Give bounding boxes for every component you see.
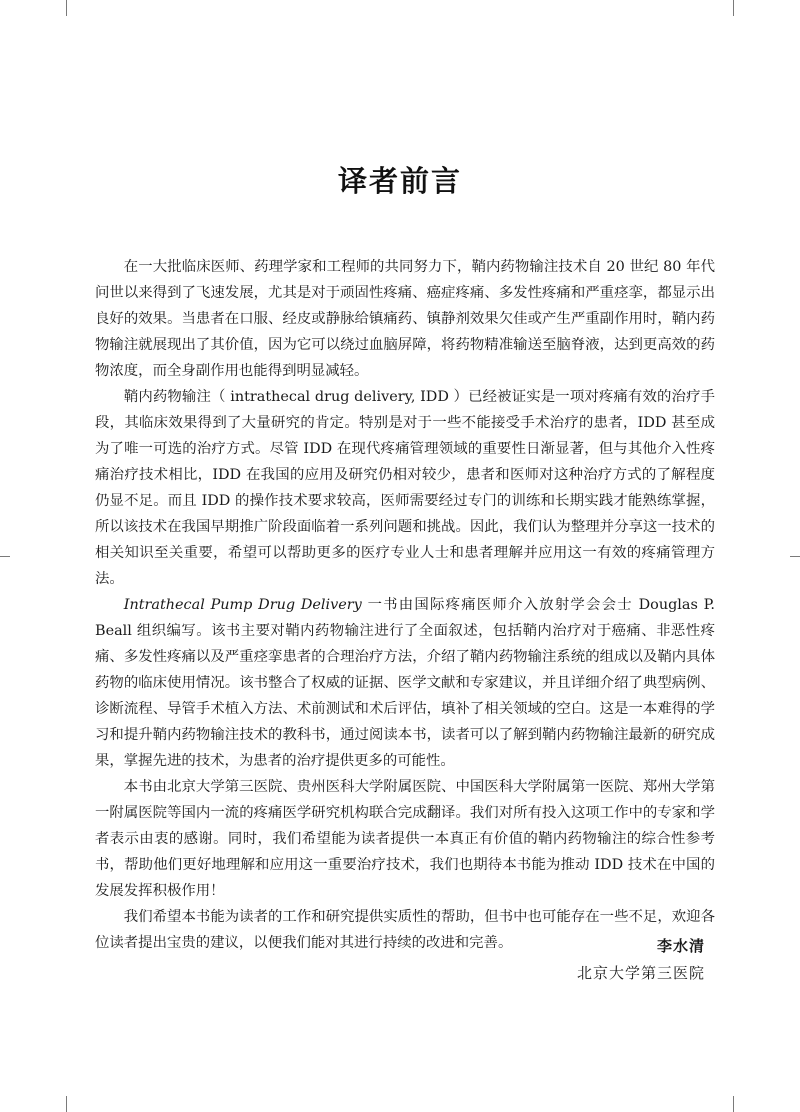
paragraph-2: 鞘内药物输注（ intrathecal drug delivery, IDD ）已经被证实是一项对疼痛有效的治疗手段，其临床效果得到了大量研究的肯定。特别是对于一些不能接受手术治疗的患者，IDD 甚至成为了唯一可选的治疗方式。尽管 IDD 在现代疼痛管理领域的重要性日渐显著，但与其他介入性疼痛治疗技术相比，IDD 在我国的应用及研究仍相对较少，患者和医师对这种治疗方式的了解程度仍显不足。而且 IDD 的操作技术要求较高，医师需要经过专门的训练和长期实践才能熟练掌握，所以该技术在我国早期推广阶段面临着一系列问题和挑战。因此，我们认为整理并分享这一技术的相关知识至关重要，希望可以帮助更多的医疗专业人士和患者理解并应用这一有效的疼痛管理方法。 <box>95 389 715 587</box>
paragraph-3 <box>95 592 715 774</box>
paragraph-4: 本书由北京大学第三医院、贵州医科大学附属医院、中国医科大学附属第一医院、郑州大学第一附属医院等国内一流的疼痛医学研究机构联合完成翻译。我们对所有投入这项工作中的专家和学者表示由衷的感谢。同时，我们希望能为读者提供一本真正有价值的鞘内药物输注的综合性参考书，帮助他们更好地理解和应用这一重要治疗技术，我们也期待本书能为推动 IDD 技术在中国的发展发挥积极作用！ <box>95 779 715 899</box>
crop-mark-bottom-right <box>733 1096 734 1112</box>
crop-mark-top-right <box>733 0 734 16</box>
paragraph-1: 在一大批临床医师、药理学家和工程师的共同努力下，鞘内药物输注技术自 20 世纪 80 年代问世以来得到了飞速发展，尤其是对于顽固性疼痛、癌症疼痛、多发性疼痛和严重痉挛，都显示出良好的效果。当患者在口服、经皮或静脉给镇痛药、镇静剂效果欠佳或产生严重副作用时，鞘内药物输注就展现出了其价值，因为它可以绕过血脑屏障，将药物精准输送至脑脊液，达到更高效的药物浓度，而全身副作用也能得到明显减轻。 <box>95 259 715 379</box>
signature-block <box>577 933 705 987</box>
preface-body <box>95 254 715 956</box>
signature-organization: 北京大学第三医院 <box>576 964 705 982</box>
book-title: Intrathecal Pump Drug Delivery <box>123 597 362 613</box>
crop-mark-bottom-left <box>66 1096 67 1112</box>
paragraph-5: 我们希望本书能为读者的工作和研究提供实质性的帮助，但书中也可能存在一些不足，欢迎各位读者提出宝贵的建议，以便我们能对其进行持续的改进和完善。 <box>95 909 715 951</box>
page-title: 译者前言 <box>337 164 462 199</box>
crop-mark-right-mid <box>790 556 800 557</box>
crop-mark-left-mid <box>0 556 10 557</box>
paragraph-3-text: 一书由国际疼痛医师介入放射学会会士 Douglas P. Beall 组织编写。该书主要对鞘内药物输注进行了全面叙述，包括鞘内治疗对于癌痛、非恶性疼痛、多发性疼痛以及严重痉挛患者的合理治疗方法，介绍了鞘内药物输注系统的组成以及鞘内具体药物的临床使用情况。该书整合了权威的证据、医学文献和专家建议，并且详细介绍了典型病例、诊断流程、导管手术植入方法、术前测试和术后评估，填补了相关领域的空白。这是一本难得的学习和提升鞘内药物输注技术的教科书，通过阅读本书，读者可以了解到鞘内药物输注最新的研究成果，掌握先进的技术，为患者的治疗提供更多的可能性。 <box>95 597 716 769</box>
crop-mark-top-left <box>66 0 67 16</box>
signature-name: 李水清 <box>656 937 705 955</box>
